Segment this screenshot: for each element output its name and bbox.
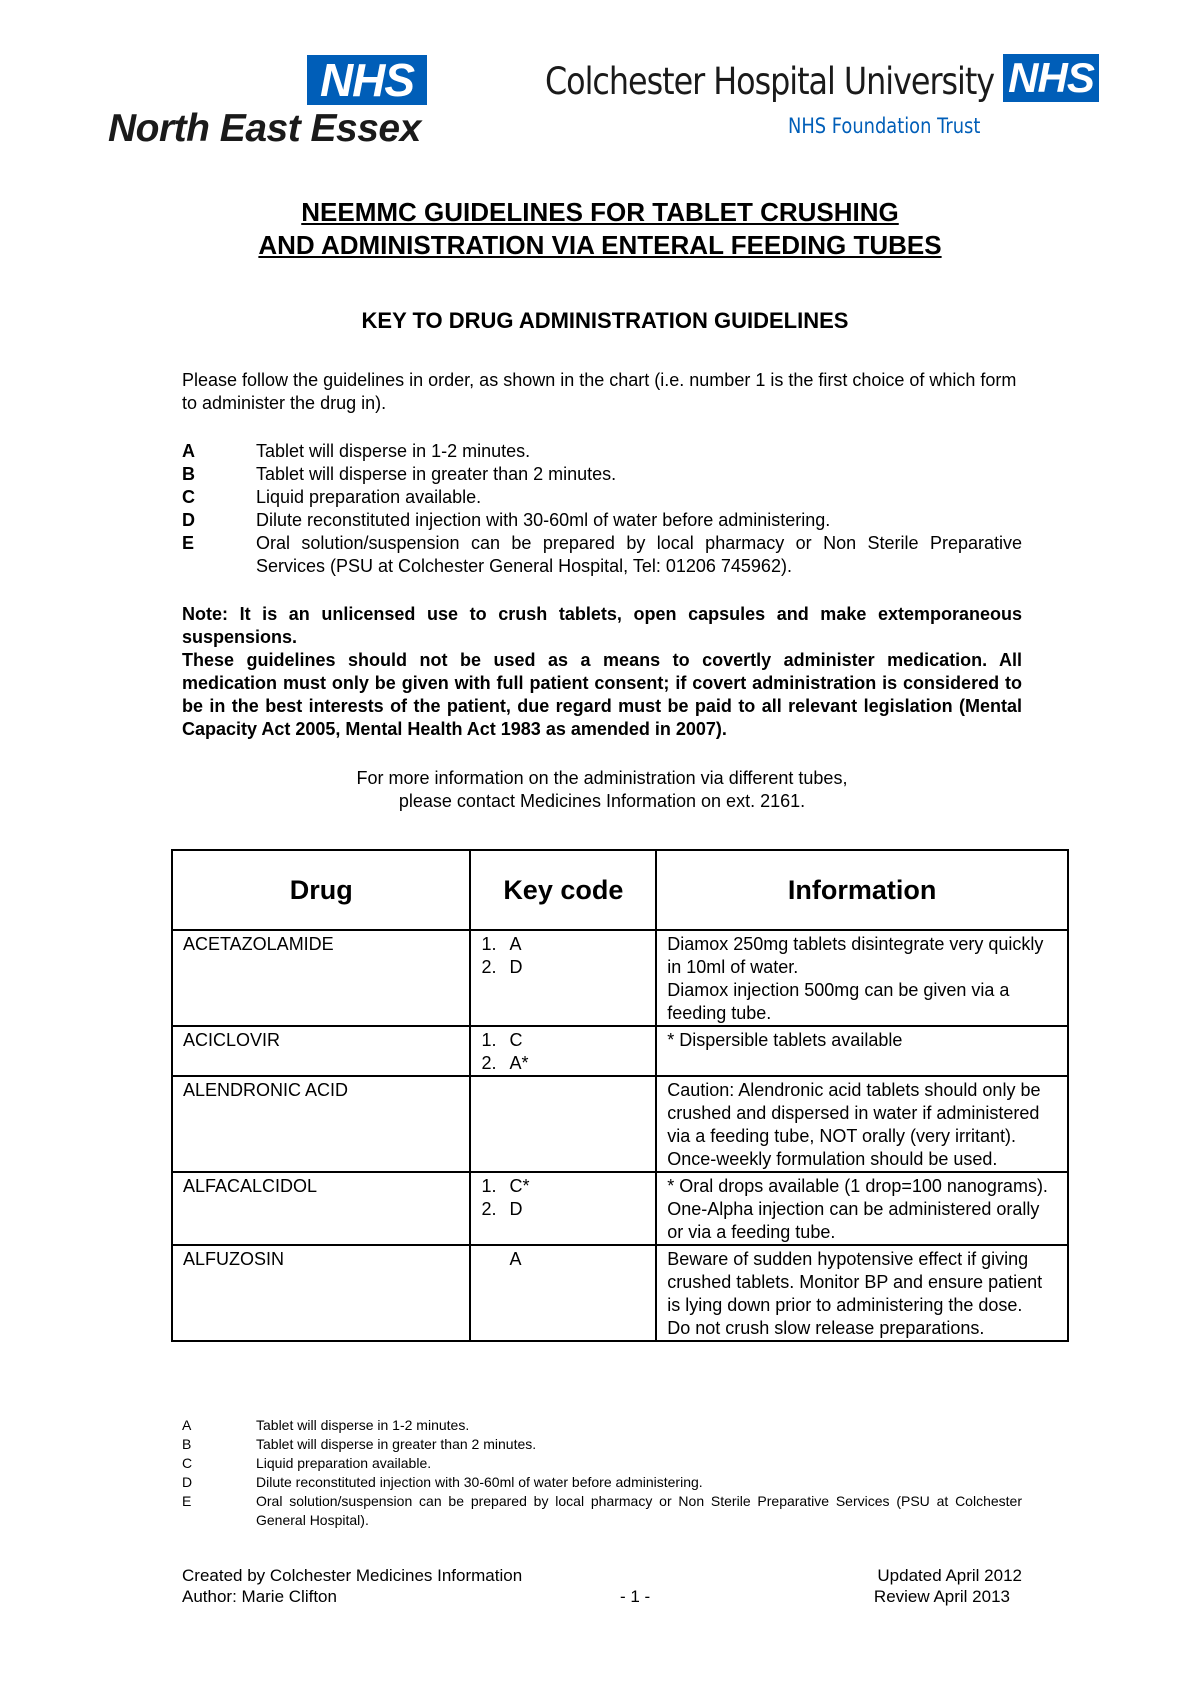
footnote-key-item	[182, 1492, 1022, 1530]
colchester-hospital-logo	[545, 52, 1100, 142]
footnote-key-letter: A	[182, 1417, 192, 1433]
north-east-essex-logo	[108, 55, 428, 155]
key-code-value: C*	[509, 1176, 530, 1196]
footnote-key-description: Oral solution/suspension can be prepared by local pharmacy or Non Sterile Preparative Services (PSU at Colchester General Hospital).	[256, 1493, 1022, 1528]
footnote-key-item	[182, 1473, 1022, 1492]
footnote-key-description: Tablet will disperse in greater than 2 minutes.	[256, 1436, 537, 1452]
footnote-key-description: Liquid preparation available.	[256, 1455, 432, 1471]
footer-author: Author: Marie Clifton	[182, 1587, 337, 1606]
key-code-letter: D	[182, 510, 195, 530]
foundation-trust-text: NHS Foundation Trust	[788, 114, 981, 138]
key-code-item	[481, 1052, 645, 1075]
contact-line2: please contact Medicines Information on ext. 2161.	[398, 791, 806, 811]
key-code-item	[481, 933, 645, 956]
key-code-cell	[470, 1245, 656, 1341]
information-cell	[656, 930, 1068, 1026]
information-text: Beware of sudden hypotensive effect if giving crushed tablets. Monitor BP and ensure patient is lying down prior to administering the dose.	[667, 1249, 1043, 1315]
information-text: Do not crush slow release preparations.	[667, 1318, 985, 1338]
key-code-value: A	[509, 934, 522, 954]
footnote-key-letter: C	[182, 1455, 193, 1471]
information-cell	[656, 1026, 1068, 1076]
note-covert: These guidelines should not be used as a means to covertly administer medication. All medication must only be given with full patient consent; if covert administration is considered to be in the best interests of the patient, due regard must be paid to all relevant legislation (Mental Capacity Act 2005, Mental Health Act 1983 as amended in 2007).	[182, 650, 1022, 739]
key-description: Oral solution/suspension can be prepared by local pharmacy or Non Sterile Preparative Services (PSU at Colchester General Hospital, Tel: 01206 745962).	[256, 533, 1022, 576]
table-row	[172, 1026, 1068, 1076]
footnote-key-letter: D	[182, 1474, 193, 1490]
intro-paragraph: Please follow the guidelines in order, as shown in the chart (i.e. number 1 is the first choice of which form to administer the drug in).	[182, 370, 1017, 413]
key-code-value: D	[509, 957, 523, 977]
key-description: Tablet will disperse in 1-2 minutes.	[256, 441, 531, 461]
key-code-number: 1.	[481, 1030, 497, 1050]
drug-name-cell: ALENDRONIC ACID	[172, 1076, 470, 1172]
key-item	[182, 463, 1022, 486]
key-code-letter: A	[182, 441, 195, 461]
footnote-key-letter: B	[182, 1436, 192, 1452]
nhs-logo-left: NHS	[307, 55, 427, 105]
footnote-key-item	[182, 1416, 1022, 1435]
footnote-key-list	[182, 1416, 1022, 1530]
drug-name-cell: ACICLOVIR	[172, 1026, 470, 1076]
footnote-key-description: Tablet will disperse in 1-2 minutes.	[256, 1417, 470, 1433]
key-code-value: D	[509, 1199, 523, 1219]
key-item	[182, 486, 1022, 509]
key-description: Tablet will disperse in greater than 2 minutes.	[256, 464, 617, 484]
note-unlicensed: Note: It is an unlicensed use to crush tablets, open capsules and make extemporaneous suspensions.	[182, 604, 1022, 647]
information-text: * Oral drops available (1 drop=100 nanograms).	[667, 1176, 1048, 1196]
key-code-number: 1.	[481, 1176, 497, 1196]
key-code-cell	[470, 1026, 656, 1076]
key-code-cell	[470, 1076, 656, 1172]
key-code-value: C	[509, 1030, 523, 1050]
table-header-row	[172, 850, 1068, 930]
footnote-key-description: Dilute reconstituted injection with 30-60ml of water before administering.	[256, 1474, 703, 1490]
key-code-item	[481, 956, 645, 979]
footnote-key-letter: E	[182, 1493, 192, 1509]
key-code-letter: B	[182, 464, 195, 484]
key-code-number: 2.	[481, 957, 497, 977]
note-block	[182, 603, 1022, 741]
contact-line1: For more information on the administration via different tubes,	[356, 768, 848, 788]
footnote-key-item	[182, 1435, 1022, 1454]
key-code-number	[481, 1248, 509, 1271]
key-code-value: A	[509, 1249, 522, 1269]
key-item	[182, 440, 1022, 463]
key-code-cell	[470, 930, 656, 1026]
information-text: Diamox 250mg tablets disintegrate very quickly in 10ml of water.	[667, 934, 1044, 977]
information-cell	[656, 1245, 1068, 1341]
table-row	[172, 930, 1068, 1026]
drug-name-cell: ALFUZOSIN	[172, 1245, 470, 1341]
header-drug: Drug	[172, 850, 470, 930]
footer-updated: Updated April 2012	[877, 1566, 1022, 1585]
drug-name-cell: ALFACALCIDOL	[172, 1172, 470, 1245]
information-text: Caution: Alendronic acid tablets should only be crushed and dispersed in water if administered via a feeding tube, NOT orally (very irritant). Once-weekly formulation should be used.	[667, 1080, 1041, 1169]
key-description: Dilute reconstituted injection with 30-60ml of water before administering.	[256, 510, 831, 530]
information-text: Diamox injection 500mg can be given via a feeding tube.	[667, 980, 1010, 1023]
drug-name-cell: ACETAZOLAMIDE	[172, 930, 470, 1026]
north-east-essex-text: North East Essex	[108, 107, 421, 150]
information-text: One-Alpha injection can be administered orally or via a feeding tube.	[667, 1199, 1040, 1242]
key-code-item	[481, 1175, 645, 1198]
key-code-letter: E	[182, 533, 195, 553]
nhs-logo-right: NHS	[1003, 54, 1099, 102]
key-code-number: 2.	[481, 1053, 497, 1073]
key-code-item	[481, 1029, 645, 1052]
table-row	[172, 1172, 1068, 1245]
contact-info	[182, 767, 1022, 813]
key-subtitle: KEY TO DRUG ADMINISTRATION GUIDELINES	[361, 308, 849, 333]
key-code-number: 1.	[481, 934, 497, 954]
key-item	[182, 532, 1022, 578]
information-text: * Dispersible tablets available	[667, 1030, 903, 1050]
footer-review: Review April 2013	[873, 1587, 1010, 1606]
key-list	[182, 440, 1022, 578]
key-code-number: 2.	[481, 1199, 497, 1219]
key-description: Liquid preparation available.	[256, 487, 482, 507]
page-footer	[182, 1565, 1022, 1607]
table-row	[172, 1076, 1068, 1172]
document-title-line1: NEEMMC GUIDELINES FOR TABLET CRUSHING	[301, 197, 899, 227]
information-cell	[656, 1076, 1068, 1172]
colchester-hospital-text: Colchester Hospital University	[545, 60, 995, 103]
key-code-cell	[470, 1172, 656, 1245]
document-title-line2: AND ADMINISTRATION VIA ENTERAL FEEDING TUBES	[258, 230, 942, 260]
footer-created-by: Created by Colchester Medicines Information	[182, 1566, 523, 1585]
table-row	[172, 1245, 1068, 1341]
key-code-value: A*	[509, 1053, 529, 1073]
header-information: Information	[656, 850, 1068, 930]
footer-page-number: - 1 -	[620, 1587, 651, 1606]
header-key-code: Key code	[470, 850, 656, 930]
key-code-item	[481, 1248, 645, 1271]
information-cell	[656, 1172, 1068, 1245]
drug-table	[171, 849, 1069, 1342]
key-item	[182, 509, 1022, 532]
key-code-item	[481, 1198, 645, 1221]
key-code-letter: C	[182, 487, 195, 507]
footnote-key-item	[182, 1454, 1022, 1473]
